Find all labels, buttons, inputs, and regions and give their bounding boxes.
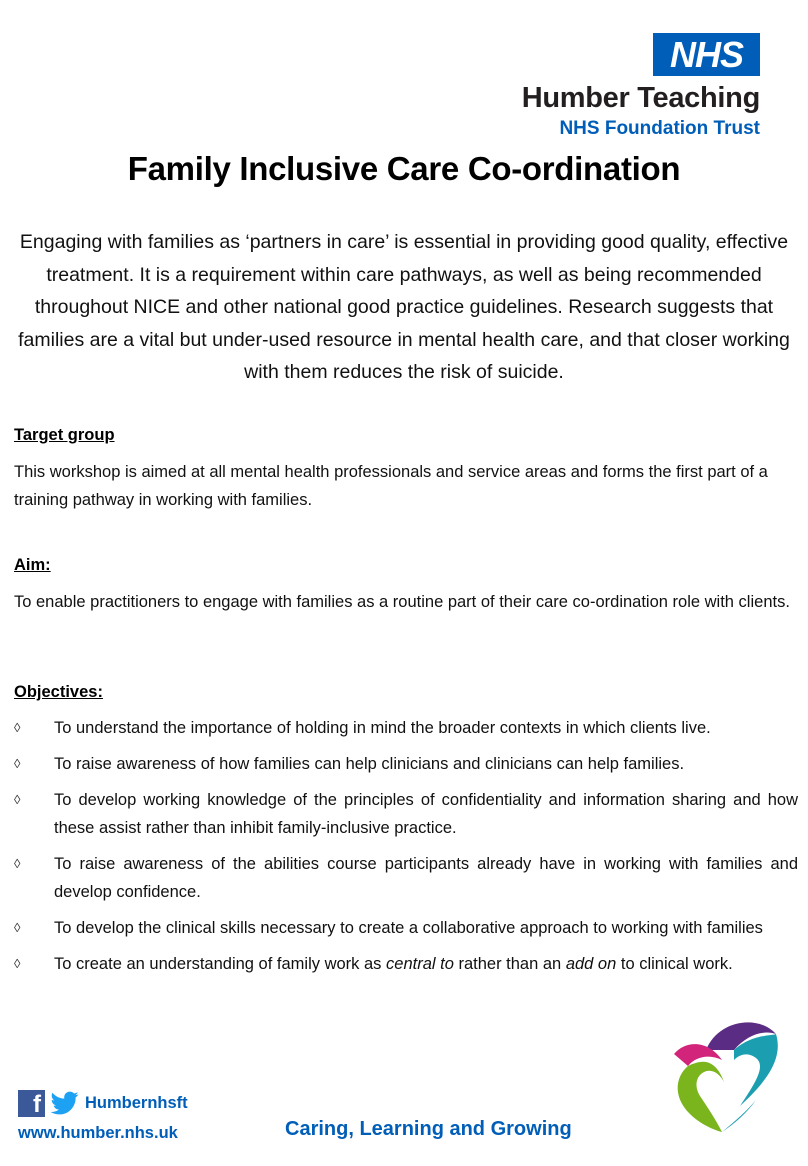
- diamond-bullet-icon: ◊: [14, 756, 21, 771]
- objective-text: To develop working knowledge of the principles of confidentiality and information sharing and how these assist rather than inhibit family-inclusive practice.: [54, 791, 798, 837]
- website-link[interactable]: www.humber.nhs.uk: [18, 1124, 178, 1142]
- twitter-icon[interactable]: [50, 1089, 80, 1117]
- list-item: [14, 950, 798, 978]
- diamond-bullet-icon: ◊: [14, 920, 21, 935]
- target-group-text: This workshop is aimed at all mental health professionals and service areas and forms the first part of a training pathway in working with families.: [14, 463, 768, 509]
- diamond-bullet-icon: ◊: [14, 856, 21, 871]
- objective-text: To create an understanding of family work as central to rather than an add on to clinical work.: [54, 955, 733, 973]
- facebook-icon[interactable]: f: [18, 1090, 45, 1117]
- list-item: [14, 914, 798, 942]
- page-title: Family Inclusive Care Co-ordination: [127, 150, 681, 187]
- objectives-heading: Objectives:: [14, 683, 103, 701]
- aim-heading: Aim:: [14, 556, 51, 574]
- list-item: [14, 850, 798, 906]
- objective-text: To develop the clinical skills necessary to create a collaborative approach to working with families: [54, 919, 763, 937]
- emphasis-text: add on: [565, 955, 617, 973]
- objective-text: To raise awareness of how families can help clinicians and clinicians can help families.: [54, 755, 685, 773]
- objective-text: To understand the importance of holding in mind the broader contexts in which clients live.: [54, 719, 711, 737]
- target-group-heading: Target group: [14, 426, 115, 444]
- nhs-logo: NHS: [653, 33, 760, 76]
- diamond-bullet-icon: ◊: [14, 792, 21, 807]
- objectives-list: [14, 714, 798, 978]
- diamond-bullet-icon: ◊: [14, 720, 21, 735]
- list-item: [14, 750, 798, 778]
- heart-logo-icon: [660, 1010, 786, 1136]
- emphasis-text: central to: [386, 955, 454, 973]
- aim-text: To enable practitioners to engage with families as a routine part of their care co-ordination role with clients.: [14, 593, 790, 611]
- org-name: Humber Teaching: [521, 82, 760, 114]
- social-handle[interactable]: Humbernhsft: [85, 1094, 188, 1112]
- org-subtitle: NHS Foundation Trust: [559, 118, 760, 139]
- objective-text: To raise awareness of the abilities course participants already have in working with families and develop confidence.: [54, 855, 798, 901]
- list-item: [14, 786, 798, 842]
- intro-paragraph: Engaging with families as ‘partners in care’ is essential in providing good quality, effective treatment. It is a requirement within care pathways, as well as being recommended throughout NICE and other national good practice guidelines. Research suggests that families are a vital but under-used resource in mental health care, and that closer working with them reduces the risk of suicide.: [18, 231, 790, 383]
- list-item: [14, 714, 798, 742]
- diamond-bullet-icon: ◊: [14, 956, 21, 971]
- tagline: Caring, Learning and Growing: [285, 1118, 572, 1140]
